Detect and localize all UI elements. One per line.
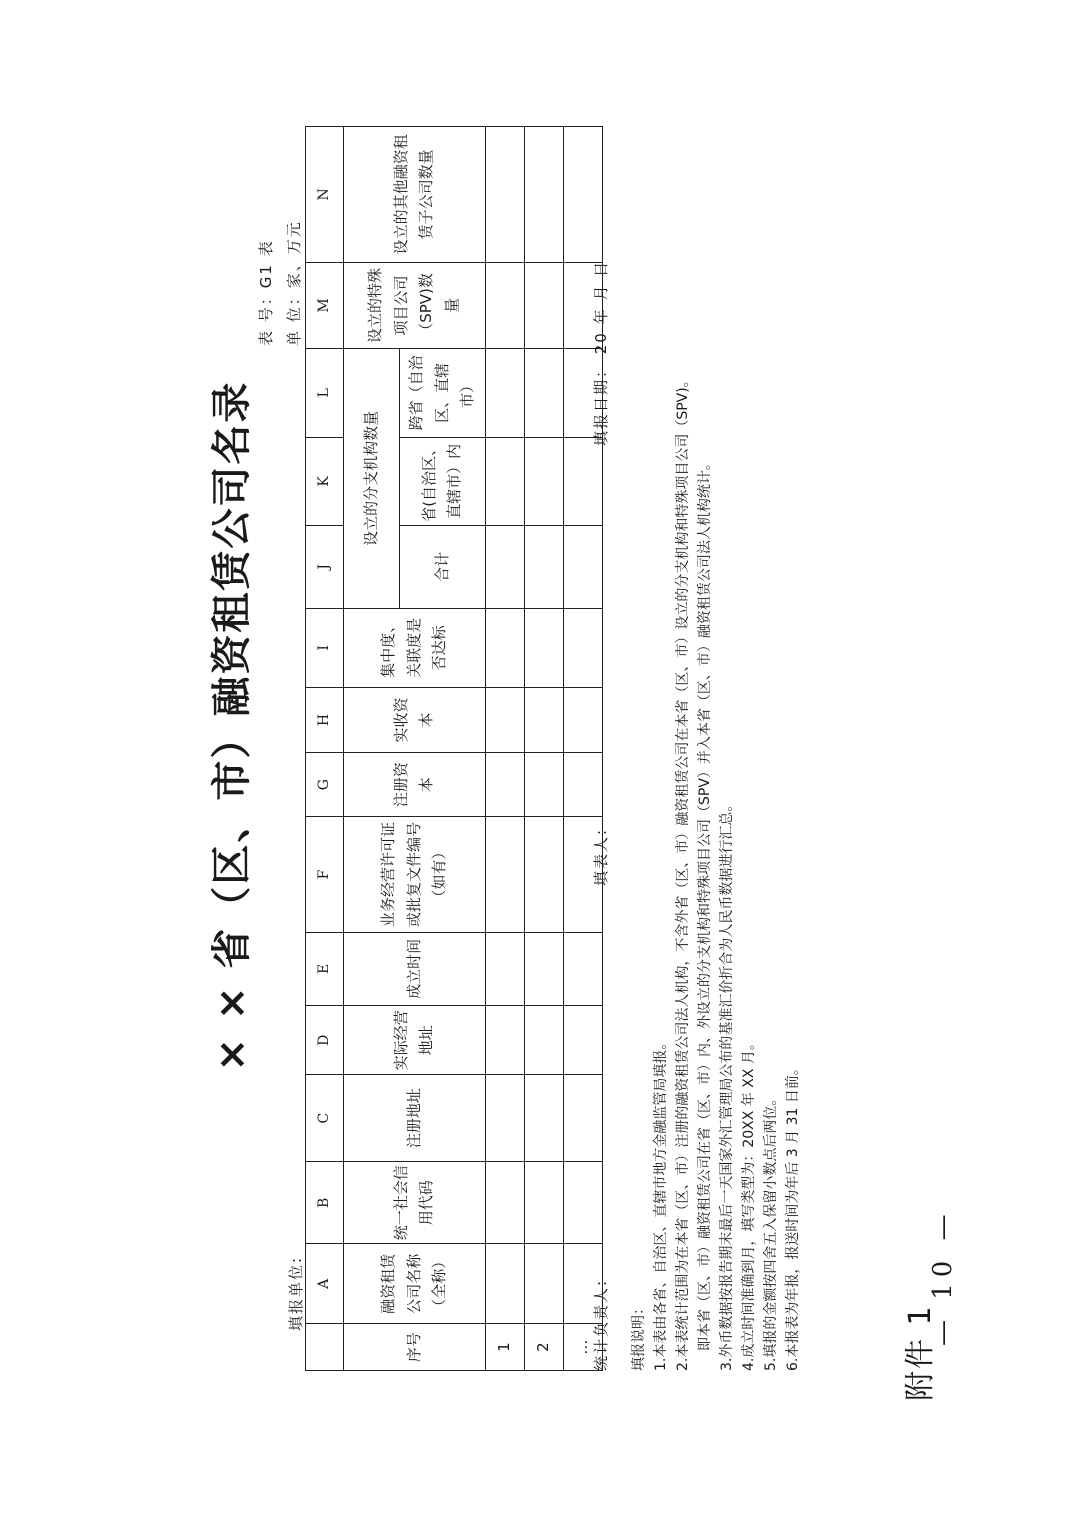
column-letter: H — [306, 688, 344, 753]
note-item: 6.本报表为年报，报送时间为年后 3 月 31 日前。 — [785, 1061, 801, 1371]
filler-label: 填表人: — [592, 827, 610, 886]
leasing-company-table — [305, 126, 603, 1371]
header-row-1 — [344, 127, 400, 1371]
row-seq: … — [563, 1324, 602, 1371]
page-number: — 10 — — [928, 1208, 958, 1346]
note-item: 5.填报的金额按四舍五入保留小数点后两位。 — [763, 1091, 779, 1371]
header-paid-capital: 实收资本 — [344, 688, 486, 753]
column-letter: L — [306, 349, 344, 438]
header-branches-total: 合计 — [400, 526, 486, 608]
header-credit-code: 统一社会信用代码 — [344, 1162, 486, 1244]
header-concentration: 集中度、关联度是否达标 — [344, 608, 486, 688]
column-letter-row — [306, 127, 344, 1371]
header-founding-time: 成立时间 — [344, 932, 486, 1006]
header-branches-in-province: 省(自治区、直辖市）内 — [400, 437, 486, 526]
column-letter: A — [306, 1244, 344, 1324]
annex-label: 附件 1 — [903, 1304, 938, 1401]
header-branches-group: 设立的分支机构数量 — [344, 349, 400, 608]
seq-letter-cell — [306, 1324, 344, 1371]
column-letter: G — [306, 752, 344, 817]
header-branches-cross-province: 跨省（自治区、直辖市） — [400, 349, 486, 438]
column-letter: K — [306, 437, 344, 526]
stat-person-label: 统计负责人: — [592, 1278, 610, 1371]
header-reg-capital: 注册资本 — [344, 752, 486, 817]
fill-date-label: 填报日期： 20 年 月 日 — [592, 259, 610, 446]
note-item: 3.外币数据按报告期末最后一天国家外汇管理局公布的基准汇价折合为人民币数据进行汇总。 — [719, 797, 735, 1371]
header-license-no: 业务经营许可证或批复文件编号（如有） — [344, 817, 486, 932]
column-letter: E — [306, 932, 344, 1006]
row-seq: 2 — [524, 1324, 563, 1371]
column-letter: N — [306, 127, 344, 263]
page-title: × × 省（区、市）融资租赁公司名录 — [209, 380, 255, 1072]
table-row — [524, 127, 563, 1371]
header-spv-count: 设立的特殊项目公司（SPV)数量 — [344, 262, 486, 348]
filling-notes — [628, 373, 804, 1371]
header-actual-address: 实际经营地址 — [344, 1006, 486, 1075]
row-seq: 1 — [485, 1324, 524, 1371]
column-letter: J — [306, 526, 344, 608]
note-item: 1.本表由各省、自治区、直辖市地方金融监管局填报。 — [653, 1035, 669, 1371]
column-letter: I — [306, 608, 344, 688]
note-item: 2.本表统计范围为在本省（区、市）注册的融资租赁公司法人机构，不含外省（区、市）融资租赁公司在本省（区、市）设立的分支机构和特殊项目公司（SPV)。 — [675, 373, 691, 1371]
column-letter: B — [306, 1162, 344, 1244]
column-letter: D — [306, 1006, 344, 1075]
header-reg-address: 注册地址 — [344, 1075, 486, 1162]
header-company-name: 融资租赁公司名称（全称） — [344, 1244, 486, 1324]
table-row — [485, 127, 524, 1371]
column-letter: F — [306, 817, 344, 932]
note-item: 4.成立时间准确到月，填写类型为：20XX 年 XX 月。 — [741, 1036, 757, 1371]
notes-heading: 填报说明： — [631, 1301, 647, 1371]
note-item: 即本省（区、市）融资租赁公司在省（区、市）内、外设立的分支机构和特殊项目公司（SPV）并入本省（区、市）融资租赁公司法人机构统计。 — [697, 456, 713, 1351]
form-code: 表 号：G1 表 — [257, 239, 275, 346]
reporting-unit-label: 填报单位: — [287, 1255, 305, 1331]
header-seq: 序号 — [344, 1324, 486, 1371]
unit-label: 单 位：家、万元 — [285, 220, 303, 346]
header-other-subsidiaries: 设立的其他融资租赁子公司数量 — [344, 127, 486, 263]
column-letter: M — [306, 262, 344, 348]
column-letter: C — [306, 1075, 344, 1162]
